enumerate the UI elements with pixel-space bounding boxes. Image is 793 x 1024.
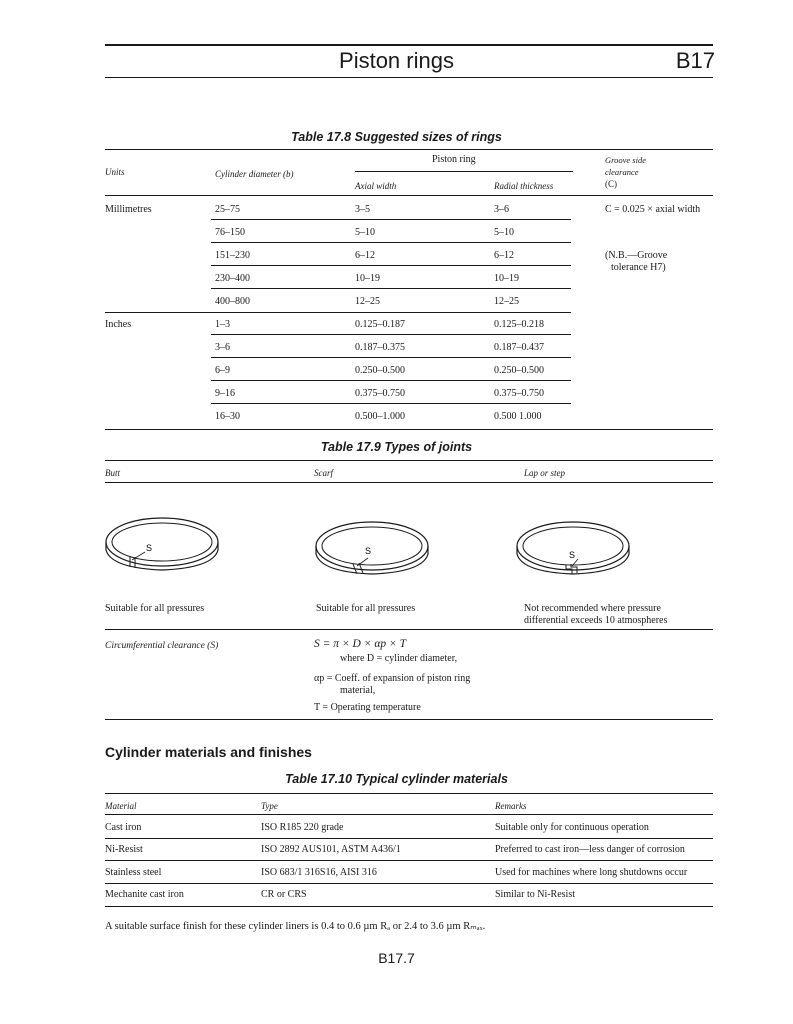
- material-cell: Stainless steel: [105, 867, 162, 878]
- scarf-suitability: Suitable for all pressures: [316, 603, 416, 614]
- row-radial: 5–10: [494, 227, 514, 238]
- remarks-cell: Used for machines where long shutdowns occur: [495, 867, 688, 878]
- groove-note-line1: (N.B.—Groove: [605, 250, 668, 261]
- table-17-9-caption: Table 17.9 Types of joints: [320, 440, 473, 454]
- remarks-cell: Suitable only for continuous operation: [495, 822, 649, 833]
- section-code: B17: [675, 48, 715, 73]
- row-divider: [211, 288, 571, 289]
- unit-inches: Inches: [105, 319, 132, 330]
- col-remarks: Remarks: [495, 801, 527, 811]
- material-cell: Ni-Resist: [105, 844, 143, 855]
- row-diameter: 230–400: [215, 273, 250, 284]
- table-17-8-top-rule: [105, 149, 713, 150]
- piston-ring-span-rule: [355, 171, 573, 172]
- table-17-8-caption: Table 17.8 Suggested sizes of rings: [291, 130, 502, 144]
- formula-where-d: where D = cylinder diameter,: [340, 653, 458, 664]
- col-groove-line2: clearance: [605, 167, 639, 177]
- row-diameter: 25–75: [215, 204, 240, 215]
- scarf-clearance-label: S: [365, 546, 372, 556]
- scarf-joint-ring-diagram: [313, 516, 431, 586]
- lap-suitability-line2: differential exceeds 10 atmospheres: [524, 615, 668, 626]
- butt-suitability: Suitable for all pressures: [105, 603, 205, 614]
- header-top-rule: [105, 44, 713, 46]
- table-17-10-caption: Table 17.10 Typical cylinder materials: [285, 772, 508, 786]
- row-diameter: 3–6: [215, 342, 230, 353]
- type-cell: CR or CRS: [261, 889, 307, 900]
- circumferential-clearance-label: Circumferential clearance (S): [105, 641, 219, 651]
- row-diameter: 9–16: [215, 388, 235, 399]
- table-17-8-bottom-rule: [105, 429, 713, 430]
- butt-clearance-label: S: [146, 543, 153, 553]
- material-cell: Mechanite cast iron: [105, 889, 184, 900]
- col-cylinder-diameter: Cylinder diameter (b): [215, 169, 294, 179]
- table-17-9-top-rule: [105, 460, 713, 461]
- row-axial: 12–25: [355, 296, 380, 307]
- remarks-cell: Preferred to cast iron—less danger of corrosion: [495, 844, 685, 855]
- butt-joint-ring-diagram: [103, 512, 221, 582]
- row-divider: [211, 380, 571, 381]
- table-17-9-bottom-rule: [105, 719, 713, 720]
- remarks-cell: Similar to Ni-Resist: [495, 889, 575, 900]
- section-heading: Cylinder materials and finishes: [105, 744, 312, 760]
- row-radial: 0.187–0.437: [494, 342, 544, 353]
- col-axial-width: Axial width: [355, 181, 397, 191]
- row-radial: 12–25: [494, 296, 519, 307]
- formula-temperature: T = Operating temperature: [314, 702, 421, 713]
- row-divider: [211, 357, 571, 358]
- page-title: Piston rings: [339, 48, 454, 73]
- lap-clearance-label: S: [569, 550, 576, 560]
- row-diameter: 400–800: [215, 296, 250, 307]
- row-axial: 0.187–0.375: [355, 342, 405, 353]
- row-divider: [211, 242, 571, 243]
- row-axial: 0.250–0.500: [355, 365, 405, 376]
- formula-alpha-line1: αp = Coeff. of expansion of piston ring: [314, 673, 471, 684]
- row-radial: 0.125–0.218: [494, 319, 544, 330]
- type-cell: ISO R185 220 grade: [261, 822, 344, 833]
- clearance-formula: S = π × D × αp × T: [314, 638, 407, 650]
- table-17-9-header-rule: [105, 482, 713, 483]
- units-divider: [105, 312, 571, 313]
- row-divider: [211, 334, 571, 335]
- row-diameter: 6–9: [215, 365, 230, 376]
- col-groove-line3: (C): [605, 179, 617, 189]
- row-axial: 0.375–0.750: [355, 388, 405, 399]
- row-radial: 0.500 1.000: [494, 411, 542, 422]
- surface-finish-note: A suitable surface finish for these cylinder liners is 0.4 to 0.6 µm Rₐ or 2.4 to 3.6 µm Rₘₐₓ.: [105, 921, 486, 932]
- row-radial: 0.375–0.750: [494, 388, 544, 399]
- row-axial: 0.125–0.187: [355, 319, 405, 330]
- material-cell: Cast iron: [105, 822, 142, 833]
- col-scarf: Scarf: [314, 468, 333, 478]
- row-diameter: 16–30: [215, 411, 240, 422]
- groove-formula: C = 0.025 × axial width: [605, 204, 701, 215]
- row-axial: 6–12: [355, 250, 375, 261]
- col-lap-or-step: Lap or step: [524, 468, 566, 478]
- table-17-10-bottom-rule: [105, 906, 713, 907]
- col-groove-line1: Groove side: [605, 155, 646, 165]
- col-type: Type: [261, 801, 278, 811]
- page-number: B17.7: [378, 950, 415, 966]
- formula-alpha-line2: material,: [340, 685, 376, 696]
- row-radial: 3–6: [494, 204, 509, 215]
- row-diameter: 1–3: [215, 319, 230, 330]
- row-axial: 10–19: [355, 273, 380, 284]
- row-divider: [211, 403, 571, 404]
- table-17-10-top-rule: [105, 793, 713, 794]
- col-radial-thickness: Radial thickness: [494, 181, 554, 191]
- row-diameter: 151–230: [215, 250, 250, 261]
- row-radial: 6–12: [494, 250, 514, 261]
- unit-millimetres: Millimetres: [105, 204, 152, 215]
- row-divider: [105, 883, 713, 884]
- table-17-10-header-rule: [105, 814, 713, 815]
- row-diameter: 76–150: [215, 227, 245, 238]
- row-divider: [211, 219, 571, 220]
- type-cell: ISO 683/1 316S16, AISI 316: [261, 867, 377, 878]
- type-cell: ISO 2892 AUS101, ASTM A436/1: [261, 844, 401, 855]
- table-17-8-header-rule: [105, 195, 713, 196]
- lap-suitability-line1: Not recommended where pressure: [524, 603, 661, 614]
- header-bottom-rule: [105, 77, 713, 78]
- col-piston-ring: Piston ring: [432, 154, 476, 165]
- groove-note-line2: tolerance H7): [611, 262, 666, 273]
- row-radial: 10–19: [494, 273, 519, 284]
- row-divider: [211, 265, 571, 266]
- lap-joint-ring-diagram: [514, 516, 632, 586]
- table-17-9-mid-rule: [105, 629, 713, 630]
- col-material: Material: [105, 801, 137, 811]
- row-axial: 3–5: [355, 204, 370, 215]
- row-axial: 0.500–1.000: [355, 411, 405, 422]
- row-radial: 0.250–0.500: [494, 365, 544, 376]
- row-divider: [105, 838, 713, 839]
- row-axial: 5–10: [355, 227, 375, 238]
- col-butt: Butt: [105, 468, 120, 478]
- row-divider: [105, 860, 713, 861]
- col-units: Units: [105, 167, 125, 177]
